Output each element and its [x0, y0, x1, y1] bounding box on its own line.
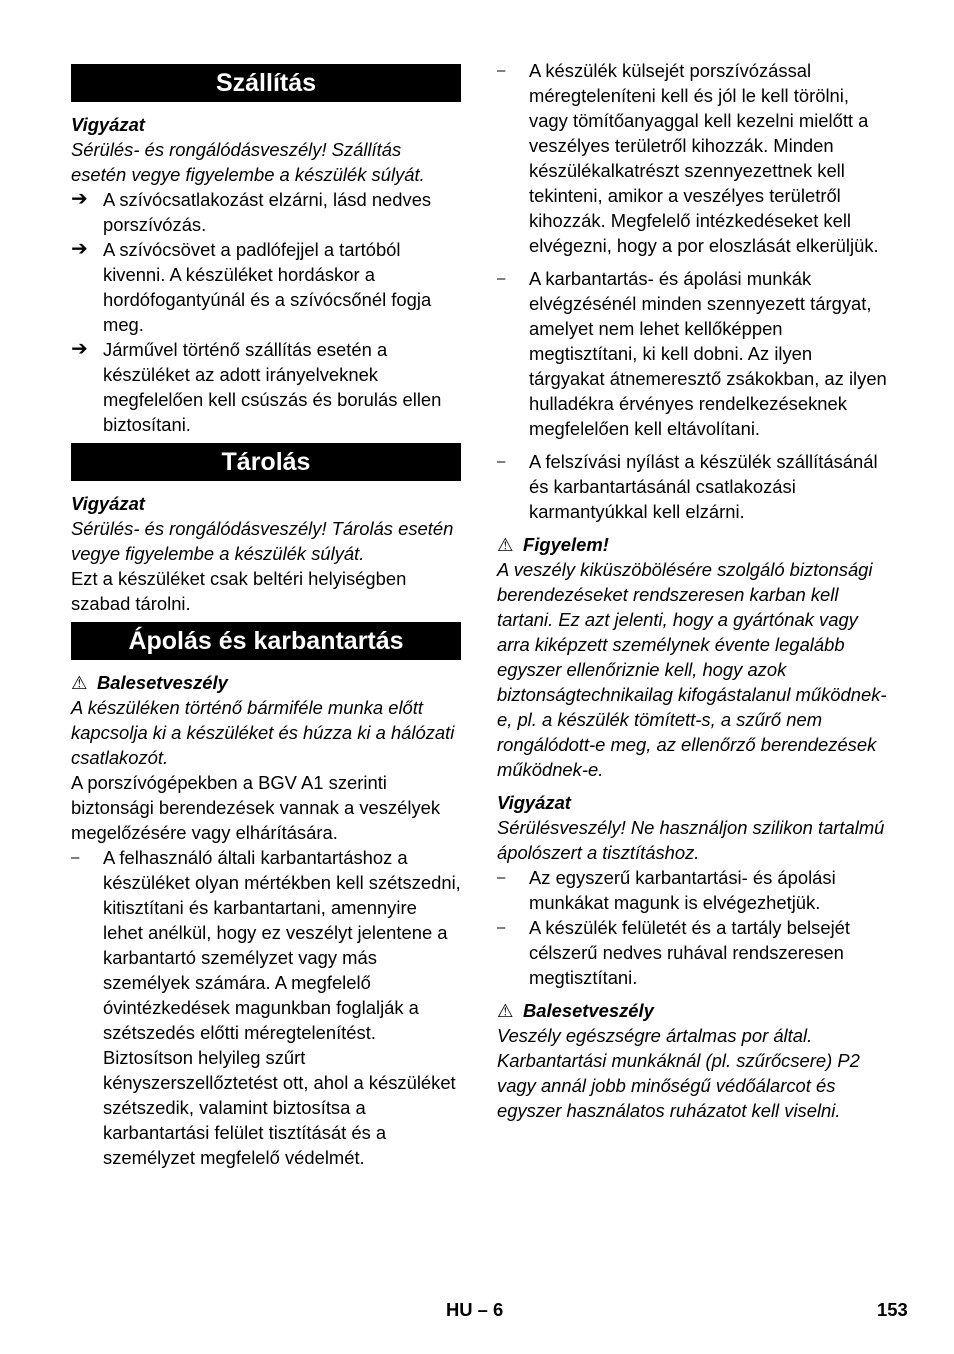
- list-item: – A készülék felületét és a tartály belsejét célszerű nedves ruhával rendszeresen megtisztítani.: [497, 917, 850, 988]
- care-list: [71, 845, 461, 1170]
- attention-text: A veszély kiküszöbölésére szolgáló biztonsági berendezéseket rendszeresen karban kell tartani. Ez azt jelenti, hogy a gyártónak vagy arra kiképzett személynek évente legalább egyszer ellenőriznie kell, hogy azok biztonságtechnikailag kifogástalanul működnek-e, pl. a készülék tömített-s, a szűrő nem rongálódott-e meg, az ellenőrző berendezések működnek-e.: [497, 559, 887, 780]
- section-heading-storage: Tárolás: [71, 443, 461, 481]
- dash-marker: –: [497, 453, 506, 470]
- list-item: – Az egyszerű karbantartási- és ápolási munkákat magunk is elvégezhetjük.: [497, 867, 836, 913]
- list-item: – A készülék külsejét porszívózással méregteleníteni kell és jól le kell törölni, vagy tömítőanyaggal kell kezelni mielőtt a veszélyes területről kihozzák. Minden készülékalkatrészt szennyezettnek kell tekinteni, amikor a veszélyes területről kihozzák. Megfelelő intézkedéseket kell elvégezni, hogy a por eloszlását elkerüljük.: [497, 60, 879, 256]
- body-text: A porszívógépekben a BGV A1 szerinti biztonsági berendezések vannak a veszélyek megelőzésére vagy elhárítására.: [71, 772, 441, 843]
- dash-marker: –: [497, 270, 506, 287]
- arrow-icon: ➔: [71, 338, 88, 360]
- section-heading-transport: Szállítás: [71, 64, 461, 102]
- arrow-icon: ➔: [71, 188, 88, 210]
- transport-steps: [71, 187, 461, 437]
- caution-heading: Vigyázat: [71, 114, 145, 135]
- arrow-icon: ➔: [71, 238, 88, 260]
- dash-marker: –: [71, 849, 80, 866]
- dash-marker: –: [497, 869, 506, 886]
- caution-heading: Vigyázat: [497, 792, 571, 813]
- list-item: – A karbantartás- és ápolási munkák elvégzésénél minden szennyezett tárgyat, amelyet nem lehet kellőképpen megtisztítani, ki kell dobni. Az ilyen tárgyakat átnemeresztő zsákokban, az ilyen hulladékra érvényes rendelkezéseknek megfelelően kell eltávolítani.: [497, 268, 887, 439]
- list-item: ➔ A szívócsövet a padlófejjel a tartóból kivenni. A készüléket hordáskor a hordófogantyúnál és a szívócsőnél fogja meg.: [71, 238, 432, 335]
- list-item: – A felszívási nyílást a készülék szállításánál és karbantartásánál csatlakozási karmantyúkkal kell elzárni.: [497, 451, 878, 522]
- body-text: Ezt a készüléket csak beltéri helyiségben szabad tárolni.: [71, 568, 407, 614]
- danger-heading: ⚠ Balesetveszély: [497, 1000, 654, 1021]
- left-column: [71, 58, 461, 1170]
- section-heading-care: Ápolás és karbantartás: [71, 622, 461, 660]
- care-list-continued: [497, 58, 887, 524]
- danger-heading: ⚠ Balesetveszély: [71, 672, 228, 693]
- caution-text: Sérülésveszély! Ne használjon szilikon tartalmú ápolószert a tisztításhoz.: [497, 817, 885, 863]
- attention-heading: ⚠ Figyelem!: [497, 534, 609, 555]
- warning-icon: ⚠: [497, 534, 514, 555]
- warning-icon: ⚠: [71, 672, 88, 693]
- warning-icon: ⚠: [497, 1000, 514, 1021]
- right-column: [497, 58, 887, 1123]
- caution-text: Sérülés- és rongálódásveszély! Szállítás esetén vegye figyelembe a készülék súlyát.: [71, 139, 425, 185]
- dash-marker: –: [497, 919, 506, 936]
- caution-text: Sérülés- és rongálódásveszély! Tárolás esetén vegye figyelembe a készülék súlyát.: [71, 518, 454, 564]
- caution-heading: Vigyázat: [71, 493, 145, 514]
- list-item: ➔ Járművel történő szállítás esetén a készüléket az adott irányelveknek megfelelően kell csúszás és borulás ellen biztosítani.: [71, 338, 442, 435]
- page-number: 153: [877, 1299, 908, 1320]
- list-item: ➔ A szívócsatlakozást elzárni, lásd nedves porszívózás.: [71, 188, 432, 235]
- list-item: – A felhasználó általi karbantartáshoz a készüléket olyan mértékben kell szétszedni, kitisztítani és karbantartani, amennyire lehet anélkül, hogy ez veszélyt jelentene a karbantartó személyzet vagy más személyek számára. A megfelelő óvintézkedések magunkban foglalják a szétszedés előtti méregtelenítést. Biztosítson helyileg szűrt kényszerszellőztetést ott, ahol a készüléket szétszedik, valamint biztosítsa a karbantartási felület tisztítását és a személyzet megfelelő védelmét.: [71, 847, 461, 1168]
- danger-text: Veszély egészségre ártalmas por által. Karbantartási munkáknál (pl. szűrőcsere) P2 vagy annál jobb minőségű védőálarcot és egyszer használatos ruházatot kell viselni.: [497, 1025, 860, 1121]
- dash-marker: –: [497, 62, 506, 79]
- cleaning-list: [497, 865, 887, 990]
- danger-text: A készüléken történő bármiféle munka előtt kapcsolja ki a készüléket és húzza ki a hálózati csatlakozót.: [71, 697, 455, 768]
- footer-section-label: HU – 6: [446, 1299, 504, 1320]
